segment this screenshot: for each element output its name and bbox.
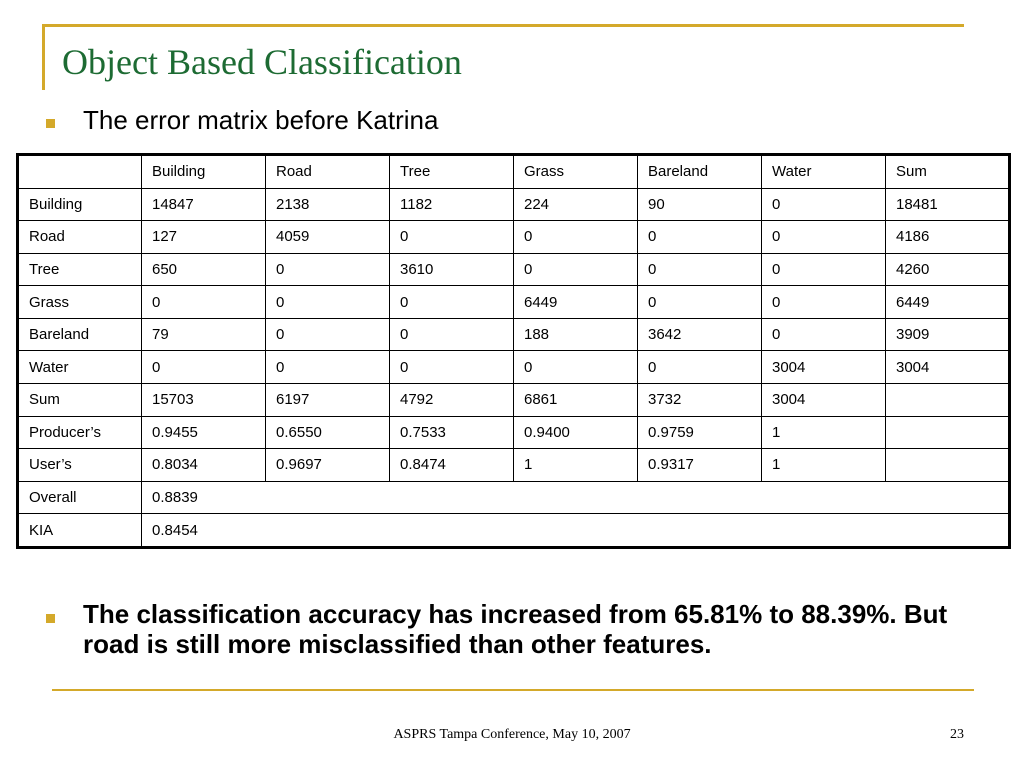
table-cell: 90 <box>638 188 762 221</box>
table-row <box>18 286 1010 319</box>
table-cell: 0.9455 <box>142 416 266 449</box>
table-cell: 0 <box>142 351 266 384</box>
table-cell: 15703 <box>142 384 266 417</box>
table-row <box>18 318 1010 351</box>
table-cell: 0.8454 <box>142 514 1010 548</box>
table-cell: Grass <box>514 155 638 189</box>
table-cell: Sum <box>886 155 1010 189</box>
table-row <box>18 449 1010 482</box>
table-cell: 1 <box>762 416 886 449</box>
table-cell: Building <box>18 188 142 221</box>
table-row <box>18 253 1010 286</box>
table-cell: 4059 <box>266 221 390 254</box>
slide-title: Object Based Classification <box>62 42 462 82</box>
table-cell: Tree <box>390 155 514 189</box>
table-cell: 79 <box>142 318 266 351</box>
table-cell: 0.6550 <box>266 416 390 449</box>
table-cell: 3004 <box>762 351 886 384</box>
bullet-text-accuracy: The classification accuracy has increased from 65.81% to 88.39%. But road is still more misclassified than other features. <box>83 599 948 659</box>
bullet-square-icon <box>46 119 55 128</box>
table-row <box>18 221 1010 254</box>
table-cell: 127 <box>142 221 266 254</box>
table-cell: 0.8474 <box>390 449 514 482</box>
table-cell: 0 <box>762 253 886 286</box>
table-cell: 0.9697 <box>266 449 390 482</box>
table-cell: 1 <box>514 449 638 482</box>
table-cell: 0 <box>266 253 390 286</box>
table-cell: 18481 <box>886 188 1010 221</box>
table-cell: 0.9317 <box>638 449 762 482</box>
table-cell: 4792 <box>390 384 514 417</box>
table-cell: 0 <box>638 221 762 254</box>
table-cell: Bareland <box>18 318 142 351</box>
table-cell: 6449 <box>886 286 1010 319</box>
table-cell: 188 <box>514 318 638 351</box>
table-cell: Water <box>18 351 142 384</box>
table-cell: 1 <box>762 449 886 482</box>
table-row <box>18 514 1010 548</box>
table-cell: 3004 <box>762 384 886 417</box>
table-cell: 0 <box>266 351 390 384</box>
table-cell: 0 <box>514 221 638 254</box>
table-cell: 0 <box>762 188 886 221</box>
table-cell: 0 <box>762 286 886 319</box>
table-cell: 1182 <box>390 188 514 221</box>
table-cell: Road <box>18 221 142 254</box>
table-cell: Building <box>142 155 266 189</box>
table-cell: 224 <box>514 188 638 221</box>
table-cell: 0 <box>762 318 886 351</box>
table-cell: Tree <box>18 253 142 286</box>
table-cell: 0 <box>638 286 762 319</box>
table-cell: 3909 <box>886 318 1010 351</box>
table-cell: 0 <box>266 286 390 319</box>
bullet-square-icon <box>46 614 55 623</box>
table-cell: 0 <box>762 221 886 254</box>
table-cell: 3732 <box>638 384 762 417</box>
table-cell: 0 <box>390 221 514 254</box>
table-cell: 0 <box>514 253 638 286</box>
table-cell: Bareland <box>638 155 762 189</box>
table-cell: 4260 <box>886 253 1010 286</box>
table-cell <box>886 449 1010 482</box>
table-cell: 0.7533 <box>390 416 514 449</box>
error-matrix-table <box>16 153 1011 549</box>
table-row <box>18 351 1010 384</box>
table-cell: 2138 <box>266 188 390 221</box>
table-cell: 0.9400 <box>514 416 638 449</box>
table-cell: 0 <box>638 253 762 286</box>
table-cell: Water <box>762 155 886 189</box>
table-row <box>18 188 1010 221</box>
table-cell: 0 <box>638 351 762 384</box>
table-cell: 0 <box>390 286 514 319</box>
table-cell: 0.8034 <box>142 449 266 482</box>
table-cell: 3642 <box>638 318 762 351</box>
table-cell: 0 <box>514 351 638 384</box>
table-cell: 6449 <box>514 286 638 319</box>
table-header-row <box>18 155 1010 189</box>
table-cell: Producer’s <box>18 416 142 449</box>
table-row <box>18 481 1010 514</box>
bottom-rule <box>52 689 974 691</box>
table-cell: 0 <box>266 318 390 351</box>
table-cell: User’s <box>18 449 142 482</box>
table-cell: Grass <box>18 286 142 319</box>
table-cell: KIA <box>18 514 142 548</box>
table-cell: 0 <box>390 351 514 384</box>
footer-text: ASPRS Tampa Conference, May 10, 2007 <box>393 727 631 742</box>
table-cell: 14847 <box>142 188 266 221</box>
table-cell: 650 <box>142 253 266 286</box>
table-cell <box>18 155 142 189</box>
table-cell: Sum <box>18 384 142 417</box>
table-cell: 4186 <box>886 221 1010 254</box>
table-cell: 6861 <box>514 384 638 417</box>
table-row <box>18 384 1010 417</box>
page-number: 23 <box>950 727 964 742</box>
table-cell: 3610 <box>390 253 514 286</box>
table-cell: 0 <box>142 286 266 319</box>
table-cell: 0 <box>390 318 514 351</box>
table-row <box>18 416 1010 449</box>
top-rule <box>42 24 964 27</box>
table-cell <box>886 384 1010 417</box>
bullet-text-error-matrix: The error matrix before Katrina <box>83 105 439 135</box>
table-cell: 6197 <box>266 384 390 417</box>
table-cell: 0.9759 <box>638 416 762 449</box>
table-cell: Overall <box>18 481 142 514</box>
left-rule <box>42 24 45 90</box>
table-cell: Road <box>266 155 390 189</box>
table-cell: 0.8839 <box>142 481 1010 514</box>
table-cell: 3004 <box>886 351 1010 384</box>
table-cell <box>886 416 1010 449</box>
